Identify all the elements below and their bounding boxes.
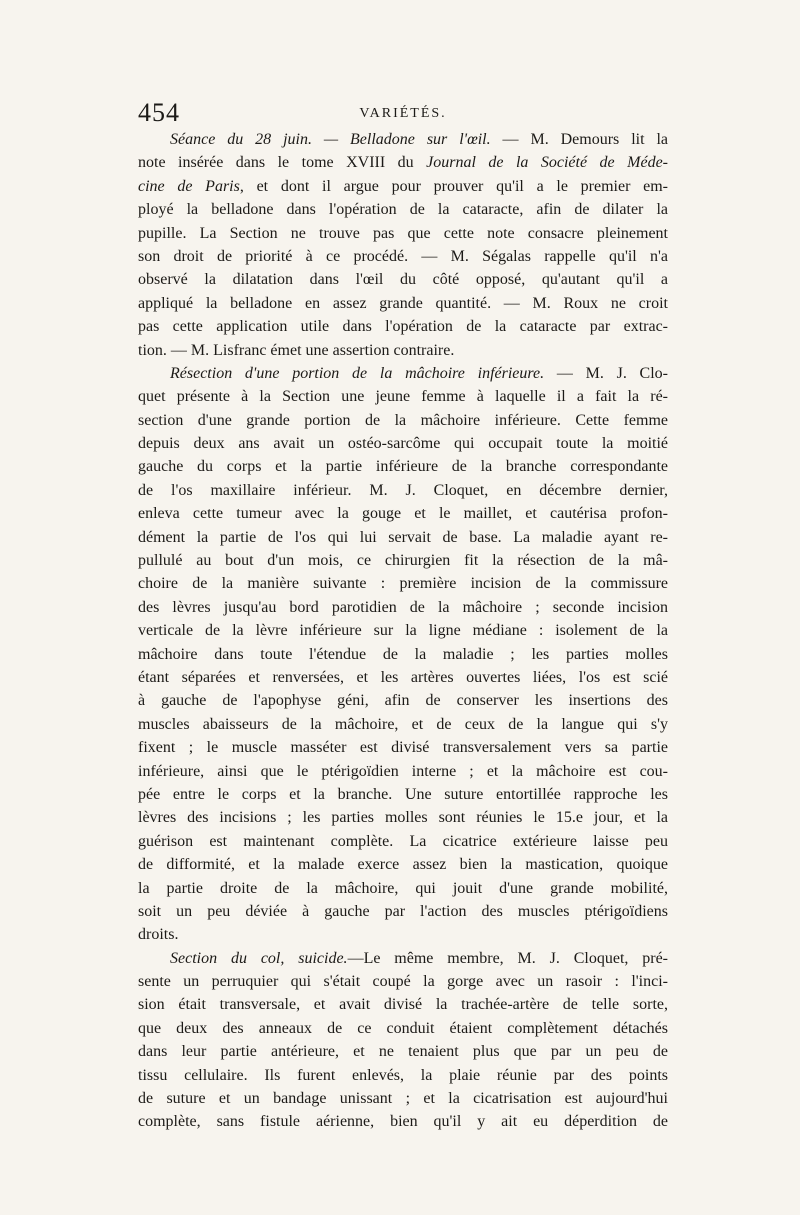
text-run: pupille. La Section ne trouve pas que cette note consacre pleinement (138, 224, 668, 242)
text-run: des lèvres jusqu'au bord parotidien de la mâchoire ; seconde incision (138, 598, 668, 616)
text-line (138, 339, 668, 362)
text-line (138, 923, 668, 946)
text-run: section d'une grande portion de la mâchoire inférieure. Cette femme (138, 411, 668, 429)
text-run: guérison est maintenant complète. La cicatrice extérieure laisse peu (138, 832, 668, 850)
text-run: enleva cette tumeur avec la gouge et le maillet, et cautérisa profon- (138, 505, 668, 523)
italic-run: Section du col, suicide. (170, 949, 348, 967)
text-line (138, 596, 668, 619)
text-line (138, 502, 668, 525)
text-line (138, 1110, 668, 1133)
text-run: tissu cellulaire. Ils furent enlevés, la plaie réunie par des points (138, 1066, 668, 1084)
page-header (138, 98, 668, 132)
text-line (138, 432, 668, 455)
text-line (138, 900, 668, 923)
text-run: —Le même membre, M. J. Cloquet, pré- (347, 949, 668, 967)
text-line (138, 268, 668, 291)
text-run: note insérée dans le tome XVIII du (138, 154, 427, 172)
italic-run: Journal de la Société de Méde- (426, 154, 668, 172)
text-line (138, 806, 668, 829)
text-run: observé la dilatation dans l'œil du côté opposé, qu'autant qu'il a (138, 271, 668, 289)
text-run: que deux des anneaux de ce conduit étaient complètement détachés (138, 1019, 668, 1037)
text-line (138, 736, 668, 759)
text-line (138, 455, 668, 478)
text-run: choire de la manière suivante : première incision de la commissure (138, 575, 668, 593)
text-run: quet présente à la Section une jeune femme à laquelle il a fait la ré- (138, 388, 668, 406)
text-line (138, 549, 668, 572)
text-run: pas cette application utile dans l'opération de la cataracte par extrac- (138, 318, 668, 336)
text-line (138, 619, 668, 642)
text-line (138, 947, 668, 970)
text-line (138, 245, 668, 268)
text-line (138, 643, 668, 666)
text-line (138, 830, 668, 853)
text-run: la partie droite de la mâchoire, qui jouit d'une grande mobilité, (138, 879, 668, 897)
text-run: complète, sans fistule aérienne, bien qu'il y ait eu déperdition de (138, 1113, 668, 1131)
text-run: droits. (138, 926, 179, 944)
text-run: son droit de priorité à ce procédé. — M. Ségalas rappelle qu'il n'a (138, 247, 668, 265)
body-text (138, 128, 668, 1134)
text-run: ployé la belladone dans l'opération de la cataracte, afin de dilater la (138, 201, 668, 219)
text-line (138, 1087, 668, 1110)
text-line (138, 1017, 668, 1040)
running-head: VARIÉTÉS. (359, 106, 447, 121)
text-run: inférieure, ainsi que le ptérigoïdien interne ; et la mâchoire est cou- (138, 762, 668, 780)
italic-run: cine de Paris (138, 177, 240, 195)
text-run: lèvres des incisions ; les parties molles sont réunies le 15.e jour, et la (138, 809, 668, 827)
text-line (138, 783, 668, 806)
text-run: dans leur partie antérieure, et ne tenaient plus que par un peu de (138, 1043, 668, 1061)
text-line (138, 760, 668, 783)
text-line (138, 409, 668, 432)
page-number: 454 (138, 98, 180, 127)
text-run: tion. — M. Lisfranc émet une assertion contraire. (138, 341, 455, 359)
text-run: étant séparées et renversées, et les artères ouvertes liées, l'os est scié (138, 668, 668, 686)
text-line (138, 479, 668, 502)
text-line (138, 362, 668, 385)
text-run: sion était transversale, et avait divisé la trachée-artère de telle sorte, (138, 996, 668, 1014)
text-line (138, 292, 668, 315)
text-line (138, 993, 668, 1016)
text-run: fixent ; le muscle masséter est divisé transversalement vers sa partie (138, 739, 668, 757)
text-run: de l'os maxillaire inférieur. M. J. Cloquet, en décembre dernier, (138, 481, 668, 499)
text-run: pullulé au bout d'un mois, ce chirurgien fit la résection de la mâ- (138, 552, 668, 570)
text-run: gauche du corps et la partie inférieure de la branche correspondante (138, 458, 668, 476)
text-line (138, 128, 668, 151)
text-run: muscles abaisseurs de la mâchoire, et de ceux de la langue qui s'y (138, 715, 668, 733)
italic-run: Séance du 28 juin. — Belladone sur l'œil. (170, 131, 491, 148)
text-line (138, 1040, 668, 1063)
text-line (138, 666, 668, 689)
text-line (138, 222, 668, 245)
text-run: de difformité, et la malade exerce assez bien la mastication, quoique (138, 856, 668, 874)
text-line (138, 175, 668, 198)
text-run: soit un peu déviée à gauche par l'action des muscles ptérigoïdiens (138, 902, 668, 920)
text-line (138, 1064, 668, 1087)
text-run: depuis deux ans avait un ostéo-sarcôme qui occupait toute la moitié (138, 435, 668, 453)
text-run: à gauche de l'apophyse géni, afin de conserver les insertions des (138, 692, 668, 710)
text-line (138, 526, 668, 549)
text-run: pée entre le corps et la branche. Une suture entortillée rapproche les (138, 785, 668, 803)
text-run: mâchoire dans toute l'étendue de la maladie ; les parties molles (138, 645, 668, 663)
text-line (138, 385, 668, 408)
text-line (138, 853, 668, 876)
text-line (138, 198, 668, 221)
text-run: — M. Demours lit la (490, 131, 668, 148)
text-run: de suture et un bandage unissant ; et la cicatrisation est aujourd'hui (138, 1090, 668, 1108)
text-run: dément la partie de l'os qui lui servait de base. La maladie ayant re- (138, 528, 668, 546)
text-run: sente un perruquier qui s'était coupé la gorge avec un rasoir : l'inci- (138, 973, 668, 991)
text-line (138, 713, 668, 736)
text-line (138, 315, 668, 338)
text-line (138, 877, 668, 900)
text-run: appliqué la belladone en assez grande quantité. — M. Roux ne croit (138, 294, 668, 312)
italic-run: Résection d'une portion de la mâchoire inférieure. (170, 364, 545, 382)
text-line (138, 151, 668, 174)
text-run: , et dont il argue pour prouver qu'il a le premier em- (239, 177, 668, 195)
text-line (138, 572, 668, 595)
text-line (138, 689, 668, 712)
text-run: verticale de la lèvre inférieure sur la ligne médiane : isolement de la (138, 622, 668, 640)
text-line (138, 970, 668, 993)
text-run: — M. J. Clo- (544, 364, 668, 382)
